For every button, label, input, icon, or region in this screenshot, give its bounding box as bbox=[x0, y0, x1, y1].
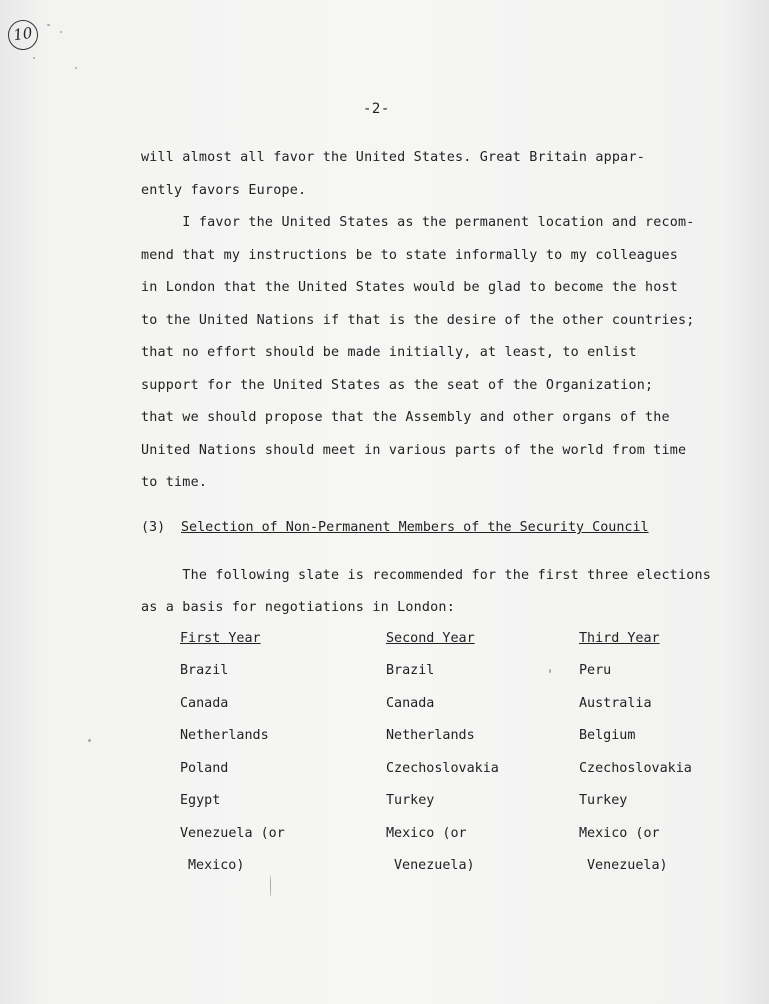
country-item: Mexico (or bbox=[386, 825, 467, 841]
column-heading: Second Year bbox=[386, 631, 475, 646]
column-heading: Third Year bbox=[579, 631, 660, 646]
paragraph-line: will almost all favor the United States. Great Britain appar- bbox=[141, 150, 645, 165]
paragraph-line: that we should propose that the Assembly and other organs of the bbox=[141, 410, 670, 425]
paper-speck bbox=[270, 875, 271, 897]
slate-column-first-year bbox=[180, 630, 285, 890]
country-item: Brazil bbox=[180, 663, 229, 678]
country-item: Poland bbox=[180, 760, 229, 776]
country-item: Turkey bbox=[386, 793, 435, 808]
country-item: Belgium bbox=[579, 728, 636, 743]
paragraph-line: to the United Nations if that is the desire of the other countries; bbox=[141, 313, 695, 328]
paragraph-line: I favor the United States as the permanent location and recom- bbox=[141, 215, 695, 230]
paragraph-line: ently favors Europe. bbox=[141, 183, 307, 198]
country-item: Venezuela) bbox=[394, 858, 475, 873]
paper-speck bbox=[47, 24, 50, 26]
paragraph-line: support for the United States as the seat of the Organization; bbox=[141, 378, 654, 393]
country-item: Netherlands bbox=[386, 728, 475, 743]
country-item: Czechoslovakia bbox=[579, 760, 692, 776]
country-item: Venezuela (or bbox=[180, 825, 285, 841]
country-item: Peru bbox=[579, 663, 612, 678]
paragraph-line: mend that my instructions be to state informally to my colleagues bbox=[141, 248, 679, 263]
slate-column-third-year bbox=[579, 630, 692, 890]
country-item: Netherlands bbox=[180, 728, 269, 743]
paper-speck bbox=[60, 31, 62, 33]
paragraph-line: in London that the United States would be glad to become the host bbox=[141, 280, 679, 295]
country-item: Canada bbox=[180, 695, 229, 711]
column-heading: First Year bbox=[180, 631, 261, 646]
paragraph-line: to time. bbox=[141, 475, 208, 490]
paper-speck bbox=[75, 67, 77, 69]
slate-table bbox=[180, 630, 700, 890]
country-item: Brazil bbox=[386, 663, 435, 678]
country-item: Venezuela) bbox=[587, 858, 668, 873]
slate-column-second-year bbox=[386, 630, 499, 890]
section-heading bbox=[141, 520, 649, 535]
page-number: -2- bbox=[363, 101, 390, 117]
section-number: (3) bbox=[141, 520, 166, 535]
country-item: Canada bbox=[386, 695, 435, 711]
country-item: Egypt bbox=[180, 793, 221, 808]
country-item: Czechoslovakia bbox=[386, 760, 499, 776]
paragraph-line: United Nations should meet in various parts of the world from time bbox=[141, 443, 687, 458]
paper-speck bbox=[88, 739, 91, 742]
country-item: Turkey bbox=[579, 793, 628, 808]
slate-intro-line: as a basis for negotiations in London: bbox=[141, 600, 455, 615]
slate-intro-line: The following slate is recommended for the first three elections bbox=[141, 568, 712, 583]
country-item: Mexico (or bbox=[579, 825, 660, 841]
country-item: Mexico) bbox=[188, 858, 245, 873]
section-title: Selection of Non-Permanent Members of the Security Council bbox=[181, 520, 649, 535]
paper-speck bbox=[549, 669, 551, 673]
country-item: Australia bbox=[579, 695, 652, 711]
paragraph-line: that no effort should be made initially, at least, to enlist bbox=[141, 345, 637, 360]
circled-page-mark: 10 bbox=[6, 18, 40, 52]
paper-speck bbox=[33, 57, 35, 59]
